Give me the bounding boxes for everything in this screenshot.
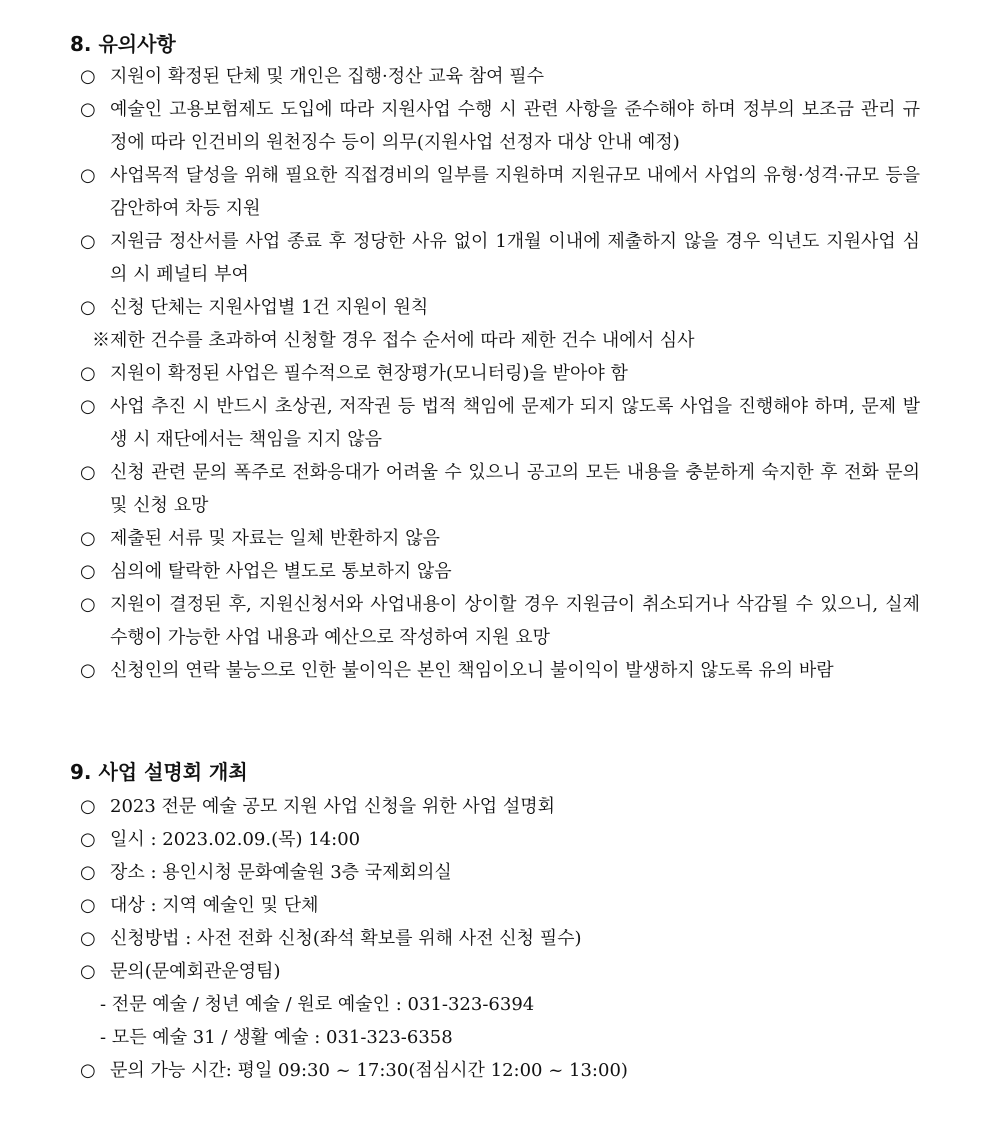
caution-item-text: 신청인의 연락 불능으로 인한 불이익은 본인 책임이오니 불이익이 발생하지 않도록 유의 바람 xyxy=(110,660,834,681)
caution-item-10 xyxy=(80,555,920,588)
circle-bullet-icon: ○ xyxy=(80,363,96,384)
briefing-item-text: 문의 가능 시간: 평일 09:30 ~ 17:30(점심시간 12:00 ~ 13:00) xyxy=(110,1060,628,1081)
circle-bullet-icon: ○ xyxy=(80,928,96,949)
circle-bullet-icon: ○ xyxy=(80,66,96,87)
circle-bullet-icon: ○ xyxy=(80,594,96,615)
briefing-item-5 xyxy=(80,922,920,955)
circle-bullet-icon: ○ xyxy=(80,829,96,850)
circle-bullet-icon: ○ xyxy=(80,231,96,252)
circle-bullet-icon: ○ xyxy=(80,462,96,483)
caution-item-12 xyxy=(80,654,920,687)
caution-item-text: 제출된 서류 및 자료는 일체 반환하지 않음 xyxy=(110,528,440,549)
caution-item-9 xyxy=(80,522,920,555)
caution-item-4 xyxy=(80,225,920,291)
caution-item-text: 지원이 확정된 단체 및 개인은 집행·정산 교육 참여 필수 xyxy=(110,66,545,87)
briefing-item-2 xyxy=(80,823,920,856)
caution-item-1 xyxy=(80,60,920,93)
briefing-item-hours xyxy=(80,1054,920,1087)
caution-item-3 xyxy=(80,159,920,225)
caution-item-5 xyxy=(80,291,920,324)
circle-bullet-icon: ○ xyxy=(80,396,96,417)
briefing-item-text: 장소 : 용인시청 문화예술원 3층 국제회의실 xyxy=(110,862,452,883)
circle-bullet-icon: ○ xyxy=(80,165,96,186)
circle-bullet-icon: ○ xyxy=(80,297,96,318)
caution-item-text: 사업 추진 시 반드시 초상권, 저작권 등 법적 책임에 문제가 되지 않도록 사업을 진행해야 하며, 문제 발생 시 재단에서는 책임을 지지 않음 xyxy=(110,396,920,450)
circle-bullet-icon: ○ xyxy=(80,895,96,916)
circle-bullet-icon: ○ xyxy=(80,561,96,582)
circle-bullet-icon: ○ xyxy=(80,99,96,120)
section-9-heading: 9. 사업 설명회 개최 xyxy=(70,760,248,784)
caution-item-text: 지원이 확정된 사업은 필수적으로 현장평가(모니터링)을 받아야 함 xyxy=(110,363,628,384)
circle-bullet-icon: ○ xyxy=(80,528,96,549)
caution-item-text: 신청 단체는 지원사업별 1건 지원이 원칙 xyxy=(110,297,429,318)
briefing-item-6 xyxy=(80,955,920,988)
briefing-item-1 xyxy=(80,790,920,823)
caution-item-2 xyxy=(80,93,920,159)
caution-note: ※제한 건수를 초과하여 신청할 경우 접수 순서에 따라 제한 건수 내에서 심사 xyxy=(92,330,695,351)
caution-item-7 xyxy=(80,390,920,456)
caution-item-8 xyxy=(80,456,920,522)
briefing-item-text: 2023 전문 예술 공모 지원 사업 신청을 위한 사업 설명회 xyxy=(110,796,556,817)
briefing-item-3 xyxy=(80,856,920,889)
briefing-item-text: 일시 : 2023.02.09.(목) 14:00 xyxy=(110,829,361,850)
briefing-item-text: 대상 : 지역 예술인 및 단체 xyxy=(110,895,319,916)
circle-bullet-icon: ○ xyxy=(80,862,96,883)
caution-item-text: 예술인 고용보험제도 도입에 따라 지원사업 수행 시 관련 사항을 준수해야 하며 정부의 보조금 관리 규정에 따라 인건비의 원천징수 등이 의무(지원사업 선정자 대상 안내 예정) xyxy=(110,99,920,153)
caution-item-6 xyxy=(80,357,920,390)
circle-bullet-icon: ○ xyxy=(80,660,96,681)
contact-line-1: - 전문 예술 / 청년 예술 / 원로 예술인 : 031-323-6394 xyxy=(100,994,535,1015)
circle-bullet-icon: ○ xyxy=(80,796,96,817)
contact-line-2: - 모든 예술 31 / 생활 예술 : 031-323-6358 xyxy=(100,1027,453,1048)
circle-bullet-icon: ○ xyxy=(80,1060,96,1081)
caution-item-text: 심의에 탈락한 사업은 별도로 통보하지 않음 xyxy=(110,561,452,582)
section-8-heading: 8. 유의사항 xyxy=(70,32,176,56)
circle-bullet-icon: ○ xyxy=(80,961,96,982)
caution-item-text: 신청 관련 문의 폭주로 전화응대가 어려울 수 있으니 공고의 모든 내용을 충분하게 숙지한 후 전화 문의 및 신청 요망 xyxy=(110,462,920,516)
briefing-item-4 xyxy=(80,889,920,922)
briefing-item-text: 신청방법 : 사전 전화 신청(좌석 확보를 위해 사전 신청 필수) xyxy=(110,928,582,949)
caution-item-text: 사업목적 달성을 위해 필요한 직접경비의 일부를 지원하며 지원규모 내에서 사업의 유형·성격·규모 등을 감안하여 차등 지원 xyxy=(110,165,920,219)
caution-item-text: 지원이 결정된 후, 지원신청서와 사업내용이 상이할 경우 지원금이 취소되거나 삭감될 수 있으니, 실제 수행이 가능한 사업 내용과 예산으로 작성하여 지원 요망 xyxy=(110,594,920,648)
caution-item-text: 지원금 정산서를 사업 종료 후 정당한 사유 없이 1개월 이내에 제출하지 않을 경우 익년도 지원사업 심의 시 페널티 부여 xyxy=(110,231,920,285)
caution-item-11 xyxy=(80,588,920,654)
briefing-item-text: 문의(문예회관운영팀) xyxy=(110,961,281,982)
